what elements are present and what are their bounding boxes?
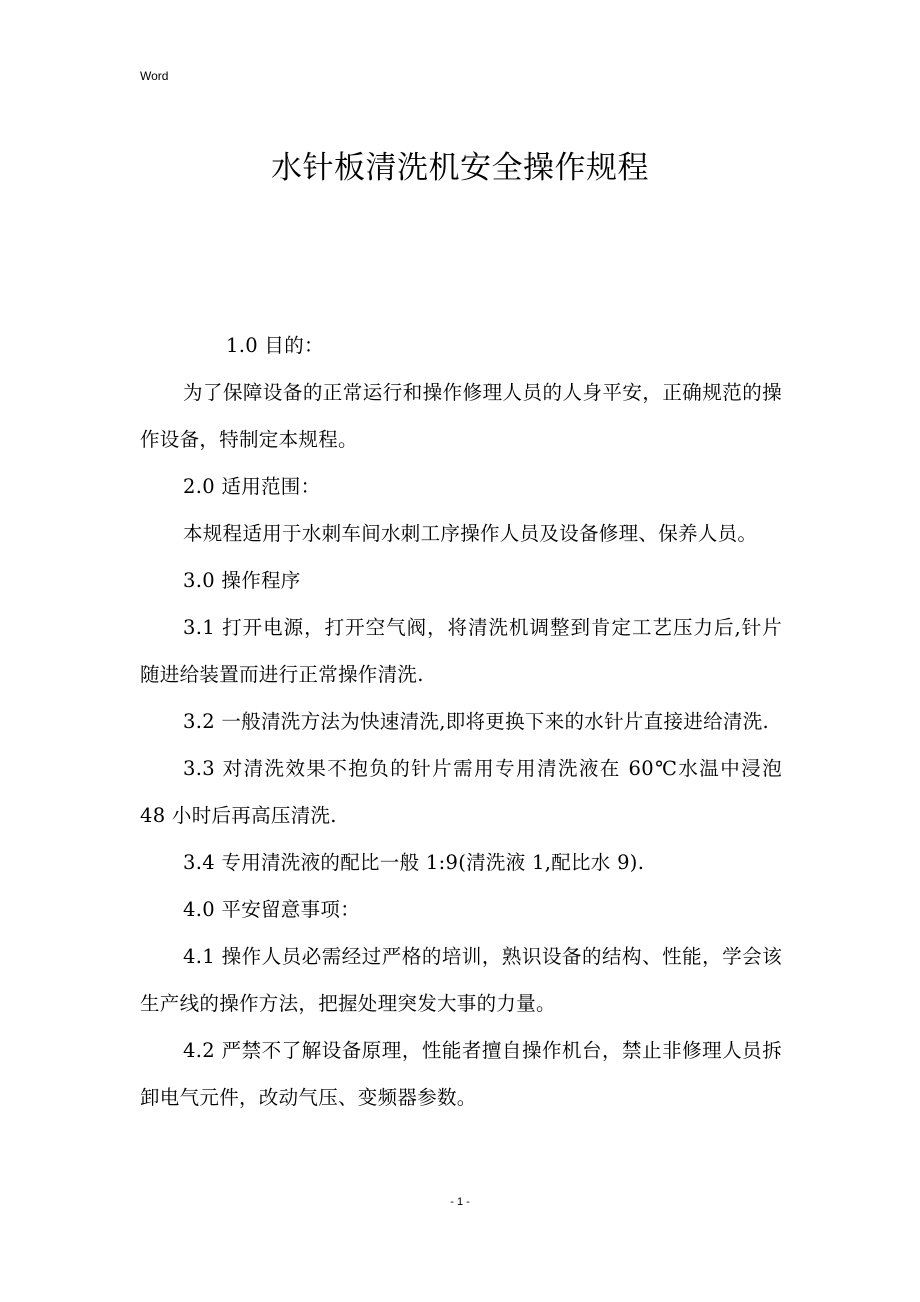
paragraph: 3.3 对清洗效果不抱负的针片需用专用清洗液在 60℃水温中浸泡 48 小时后再高压清洗.: [140, 757, 782, 827]
paragraph: 本规程适用于水刺车间水刺工序操作人员及设备修理、保养人员。: [183, 522, 758, 545]
document-body: [140, 322, 782, 1121]
paragraph-safety-heading: 4.0 平安留意事项：: [183, 898, 361, 921]
paragraph-procedure-heading: 3.0 操作程序: [183, 569, 301, 592]
paragraph: 3.2 一般清洗方法为快速清洗,即将更换下来的水针片直接进给清洗.: [183, 710, 770, 733]
paragraph: 3.4 专用清洗液的配比一般 1:9(清洗液 1,配比水 9).: [183, 851, 645, 874]
header-label: Word: [140, 69, 169, 83]
paragraph: 4.2 严禁不了解设备原理，性能者擅自操作机台，禁止非修理人员拆卸电气元件，改动气压、变频器参数。: [140, 1039, 782, 1109]
document-title: 水针板清洗机安全操作规程: [271, 150, 649, 186]
paragraph-scope-heading: 2.0 适用范围：: [183, 475, 321, 498]
paragraph: 3.1 打开电源，打开空气阀，将清洗机调整到肯定工艺压力后,针片随进给装置而进行正常操作清洗.: [140, 616, 782, 686]
paragraph: 为了保障设备的正常运行和操作修理人员的人身平安，正确规范的操作设备，特制定本规程。: [140, 381, 782, 451]
page-number: - 1 -: [450, 1196, 470, 1208]
paragraph-purpose-heading: 1.0 目的：: [226, 334, 324, 357]
paragraph: 4.1 操作人员必需经过严格的培训，熟识设备的结构、性能，学会该生产线的操作方法，把握处理突发大事的力量。: [140, 945, 782, 1015]
